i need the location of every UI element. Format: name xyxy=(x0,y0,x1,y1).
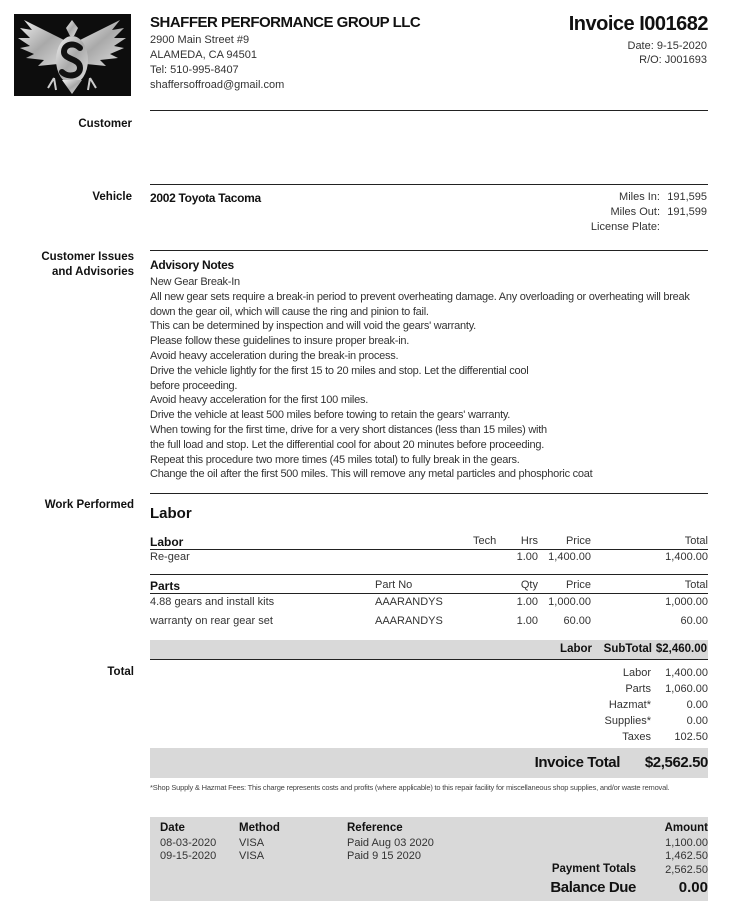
license-plate-label: License Plate: xyxy=(590,221,660,233)
advisory-line: This can be determined by inspection and will void the gears' warranty. xyxy=(150,320,476,333)
customer-divider xyxy=(150,110,708,111)
advisory-line: Drive the vehicle at least 500 miles before towing to retain the gears' warranty. xyxy=(150,409,511,422)
totals-taxes-value: 102.50 xyxy=(674,731,708,743)
advisory-line: Avoid heavy acceleration for the first 100 miles. xyxy=(150,394,369,407)
parts-top-rule xyxy=(150,574,708,575)
company-phone: Tel: 510-995-8407 xyxy=(150,64,239,76)
miles-out-label: Miles Out: xyxy=(610,206,660,218)
part-number: AAARANDYS xyxy=(375,596,443,608)
work-label: Work Performed xyxy=(44,499,134,511)
shop-supply-footnote: *Shop Supply & Hazmat Fees: This charge represents costs and profits (where applicable) to this repair facility for miscellaneous shop supplies, and/or waste removal. xyxy=(150,783,670,792)
parts-header-name: Parts xyxy=(150,579,181,593)
advisory-line: Please follow these guidelines to insure proper break-in. xyxy=(150,335,410,348)
vehicle-label: Vehicle xyxy=(92,191,132,203)
part-total: 1,000.00 xyxy=(665,596,708,608)
invoice-total-value: $2,562.50 xyxy=(644,754,708,771)
part-price: 60.00 xyxy=(563,615,591,627)
balance-due-label: Balance Due xyxy=(550,879,636,896)
advisory-line: before proceeding. xyxy=(150,379,238,392)
part-qty: 1.00 xyxy=(516,615,538,627)
advisory-title: Advisory Notes xyxy=(150,258,234,272)
payment-totals-value: 2,562.50 xyxy=(665,864,708,876)
advisory-line: Repeat this procedure two more times (45 miles total) to fully break in the gears. xyxy=(150,453,520,466)
payments-header-reference: Reference xyxy=(347,822,403,834)
payments-header-date: Date xyxy=(160,822,185,834)
payment-amount: 1,100.00 xyxy=(665,837,708,849)
total-label: Total xyxy=(107,666,134,678)
totals-supplies-value: 0.00 xyxy=(686,715,708,727)
invoice-ro: R/O: J001693 xyxy=(639,54,707,66)
payment-totals-label: Payment Totals xyxy=(551,863,636,875)
labor-item-hrs: 1.00 xyxy=(516,551,538,563)
payments-header-method: Method xyxy=(239,822,280,834)
parts-header-partno: Part No xyxy=(375,579,413,591)
labor-header-tech: Tech xyxy=(473,535,497,547)
customer-label: Customer xyxy=(78,118,132,130)
totals-supplies-label: Supplies* xyxy=(604,715,651,727)
parts-header-rule xyxy=(150,593,708,594)
invoice-date: Date: 9-15-2020 xyxy=(627,40,707,52)
company-street: 2900 Main Street #9 xyxy=(150,34,250,46)
invoice-total-label: Invoice Total xyxy=(534,754,620,771)
totals-labor-value: 1,400.00 xyxy=(665,667,708,679)
payment-date: 09-15-2020 xyxy=(160,850,217,862)
parts-header-price: Price xyxy=(565,579,591,591)
labor-header-hrs: Hrs xyxy=(520,535,538,547)
advisory-line: All new gear sets require a break-in period to prevent overheating damage. Any overloading or overheating will break xyxy=(150,290,690,303)
totals-hazmat-label: Hazmat* xyxy=(608,699,651,711)
subtotal-label: SubTotal xyxy=(603,643,652,655)
company-email: shaffersoffroad@gmail.com xyxy=(150,79,285,91)
labor-header-price: Price xyxy=(565,535,591,547)
miles-in-label: Miles In: xyxy=(619,191,660,203)
work-divider xyxy=(150,493,708,494)
advisory-line: Change the oil after the first 500 miles. This will remove any metal particles and phosphoric coat xyxy=(150,468,593,481)
miles-out-value: 191,599 xyxy=(667,206,707,218)
payment-reference: Paid Aug 03 2020 xyxy=(347,837,434,849)
balance-due-value: 0.00 xyxy=(678,879,708,896)
company-name: SHAFFER PERFORMANCE GROUP LLC xyxy=(150,14,421,31)
advisory-line: When towing for the first time, drive for a very short distances (less than 15 miles) with xyxy=(150,424,547,436)
part-total: 60.00 xyxy=(680,615,708,627)
parts-header-total: Total xyxy=(684,579,708,591)
part-price: 1,000.00 xyxy=(548,596,591,608)
parts-header-qty: Qty xyxy=(520,579,538,591)
totals-labor-label: Labor xyxy=(622,667,651,679)
company-logo xyxy=(14,14,131,96)
advisory-line: New Gear Break-In xyxy=(150,276,240,288)
subtotal-value: $2,460.00 xyxy=(655,643,707,655)
invoice-total-bar xyxy=(150,748,708,778)
issues-label: Customer Issues and Advisories xyxy=(41,251,134,278)
totals-parts-label: Parts xyxy=(625,683,651,695)
labor-item-total: 1,400.00 xyxy=(665,551,708,563)
advisory-line: the full load and stop. Let the differential cool for about 20 minutes before proceeding. xyxy=(150,438,544,451)
work-heading: Labor xyxy=(150,505,192,522)
vehicle-name: 2002 Toyota Tacoma xyxy=(150,191,261,205)
totals-parts-value: 1,060.00 xyxy=(665,683,708,695)
labor-item-price: 1,400.00 xyxy=(548,551,591,563)
totals-taxes-label: Taxes xyxy=(622,731,651,743)
subtotal-section-label: Labor xyxy=(560,643,592,655)
invoice-title: Invoice I001682 xyxy=(568,13,708,35)
payments-header-amount: Amount xyxy=(664,822,708,834)
payment-reference: Paid 9 15 2020 xyxy=(347,850,422,862)
part-number: AAARANDYS xyxy=(375,615,443,627)
payment-amount: 1,462.50 xyxy=(665,850,708,862)
advisory-line: Drive the vehicle lightly for the first 15 to 20 miles and stop. Let the differential cool xyxy=(150,364,529,377)
advisory-line: Avoid heavy acceleration during the break-in process. xyxy=(150,350,399,362)
miles-in-value: 191,595 xyxy=(667,191,707,203)
payment-date: 08-03-2020 xyxy=(160,837,217,849)
labor-header-name: Labor xyxy=(150,535,184,549)
company-city: ALAMEDA, CA 94501 xyxy=(150,49,258,61)
issues-divider xyxy=(150,250,708,251)
labor-item-name: Re-gear xyxy=(150,551,190,563)
eagle-s-emblem-icon xyxy=(14,14,131,96)
payment-method: VISA xyxy=(239,850,265,862)
vehicle-divider xyxy=(150,184,708,185)
payment-method: VISA xyxy=(239,837,265,849)
part-qty: 1.00 xyxy=(516,596,538,608)
subtotal-bar xyxy=(150,640,708,660)
payments-panel xyxy=(150,817,708,901)
advisory-line: down the gear oil, which will cause the ring and pinion to fail. xyxy=(150,305,429,318)
part-name: 4.88 gears and install kits xyxy=(150,596,275,608)
totals-hazmat-value: 0.00 xyxy=(686,699,708,711)
labor-header-rule xyxy=(150,549,708,550)
part-name: warranty on rear gear set xyxy=(150,615,273,627)
labor-header-total: Total xyxy=(684,535,708,547)
